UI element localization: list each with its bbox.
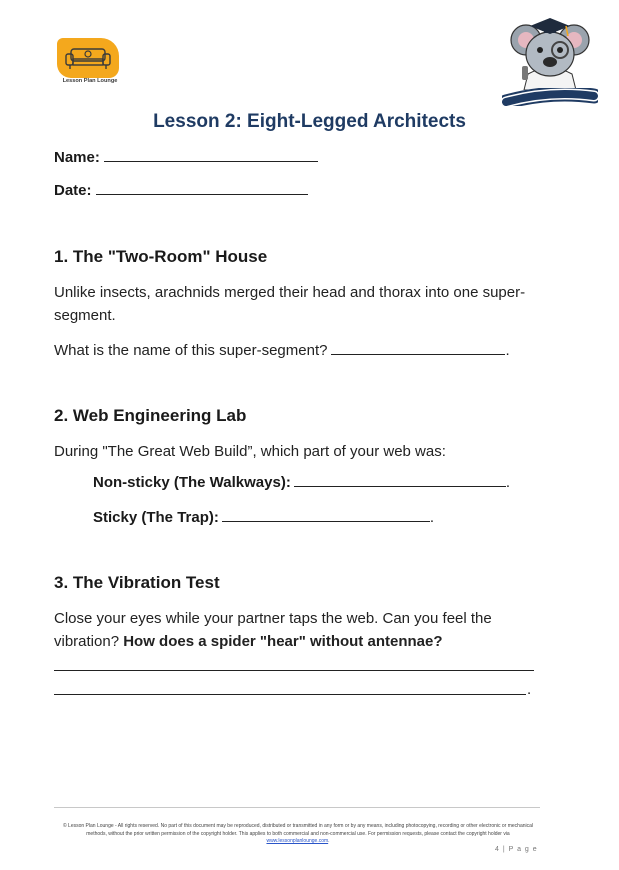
section-1-heading: 1. The "Two-Room" House xyxy=(54,247,268,266)
sticky-item xyxy=(93,509,434,526)
sticky-period: . xyxy=(429,509,435,526)
page-title: Lesson 2: Eight-Legged Architects xyxy=(153,111,466,132)
logo-caption: Lesson Plan Lounge xyxy=(62,78,118,84)
section-3-heading: 3. The Vibration Test xyxy=(54,573,220,592)
answer-period: . xyxy=(527,681,532,698)
section-1-question-text: What is the name of this super-segment? xyxy=(54,342,328,359)
section-3-paragraph-text: Close your eyes while your partner taps the web. Can you feel the vibration? xyxy=(54,610,492,650)
page-number: 4 | P a g e xyxy=(495,846,538,853)
non-sticky-label: Non-sticky (The Walkways): xyxy=(93,474,291,491)
copyright-text: © Lesson Plan Lounge - All rights reserved. No part of this document may be reproduced, distributed or transmitted in any form or by any means, including photocopying, recording or other electronic or mechanical methods, without the prior written permission of the copyright holder. This applies to both commercial and non-commercial use. For permission requests, please contact the copyright holder via xyxy=(62,823,534,837)
name-input-line[interactable] xyxy=(104,150,318,162)
footer-divider xyxy=(54,807,540,808)
koala-mascot-icon xyxy=(500,10,600,90)
vibration-answer-line-1[interactable] xyxy=(54,670,534,671)
non-sticky-answer-line[interactable] xyxy=(294,475,506,487)
sofa-icon xyxy=(65,46,111,70)
section-2-paragraph: During "The Great Web Build”, which part of your web was: xyxy=(54,443,446,460)
section-3-paragraph xyxy=(54,607,544,653)
lesson-plan-lounge-logo xyxy=(53,38,125,88)
section-1-paragraph: Unlike insects, arachnids merged their head and thorax into one super-segment. xyxy=(54,284,526,324)
copyright-notice xyxy=(56,823,540,846)
date-field xyxy=(54,182,308,199)
question-period: . xyxy=(505,342,510,359)
sticky-answer-line[interactable] xyxy=(222,510,430,522)
vibration-answer-line-2[interactable] xyxy=(54,694,526,695)
name-field xyxy=(54,149,318,166)
section-2-heading: 2. Web Engineering Lab xyxy=(54,406,247,425)
super-segment-answer-line[interactable] xyxy=(331,343,505,355)
date-input-line[interactable] xyxy=(96,183,308,195)
date-label: Date: xyxy=(54,182,92,199)
name-label: Name: xyxy=(54,149,100,166)
non-sticky-item xyxy=(93,474,510,491)
professor-pouch-logo xyxy=(500,10,600,106)
footer-period: . xyxy=(328,838,330,844)
section-3-question-bold: How does a spider "hear" without antennae? xyxy=(123,633,443,650)
website-link[interactable]: www.lessonplanlounge.com xyxy=(266,838,329,844)
sticky-label: Sticky (The Trap): xyxy=(93,509,219,526)
non-sticky-period: . xyxy=(505,474,510,491)
professor-pouch-wordmark xyxy=(502,88,598,106)
section-1-question xyxy=(54,339,544,362)
